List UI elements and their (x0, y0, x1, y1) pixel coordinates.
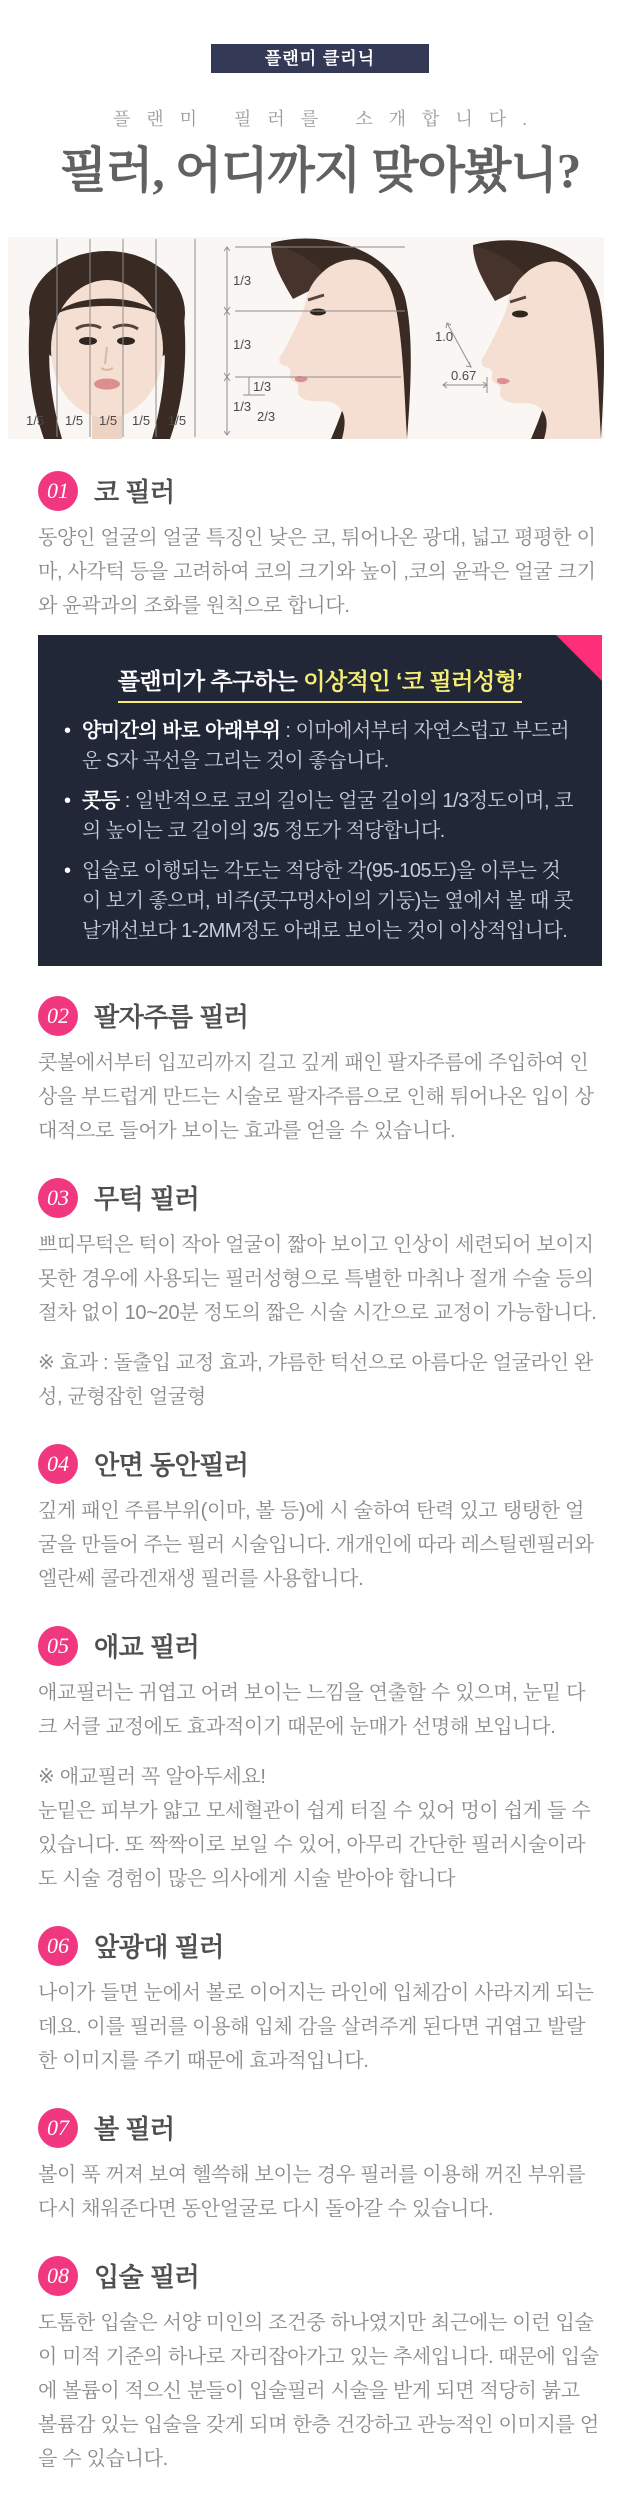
section-body: 나이가 들면 눈에서 볼로 이어지는 라인에 입체감이 사라지게 되는데요. 이를 필러를 이용해 입체 감을 살려주게 된다면 귀엽고 발랄한 이미지를 주기 때문에 효과적입니다. (38, 1981, 594, 2072)
info-box-bullet-list (62, 716, 578, 946)
section-title: 앞광대 필러 (94, 1932, 224, 1963)
section-title: 무턱 필러 (94, 1184, 200, 1215)
profile-face-thirds-diagram (205, 237, 413, 439)
info-box-title (62, 663, 578, 696)
section-body: 애교필러는 귀엽고 어려 보이는 느낌을 연출할 수 있으며, 눈밑 다크 서클 교정에도 효과적이기 때문에 눈매가 선명해 보입니다. (38, 1681, 586, 1738)
third-label: 1/3 (233, 272, 252, 288)
bullet-text: 입술로 이행되는 각도는 적당한 각(95-105도)을 이루는 것이 보기 좋으며, 비주(콧구멍사이의 기둥)는 옆에서 볼 때 콧날개선보다 1-2MM정도 아래로 보이는 것이 이상적입니다. (82, 859, 573, 942)
profile-face-photo (205, 237, 413, 439)
section-cheekbone-filler-header (38, 1926, 602, 1966)
clinic-name-badge: 플랜미 클리닉 (211, 44, 429, 73)
nose-length-label: 1.0 (435, 328, 454, 344)
section-body: 깊게 패인 주름부위(이마, 볼 등)에 시 술하여 탄력 있고 탱탱한 얼굴을 만들어 주는 필러 시술입니다. 개개인에 따라 레스틸렌필러와 엘란쎄 콜라겐재생 필러를 사용합니다. (38, 1499, 594, 1590)
section-face-rejuvenation-filler-header (38, 1444, 602, 1484)
section-body: 쁘띠무턱은 턱이 작아 얼굴이 짧아 보이고 인상이 세련되어 보이지 못한 경우에 사용되는 필러성형으로 특별한 마취나 절개 수술 등의 절차 없이 10~20분 정도의 짧은 시술 시간으로 교정이 가능합니다. (38, 1233, 597, 1324)
bullet-lead: 콧등 (82, 789, 120, 812)
fifth-label: 1/5 (99, 412, 118, 428)
two-thirds-label: 2/3 (257, 408, 276, 424)
profile-nose-photo (413, 237, 604, 439)
section-title: 팔자주름 필러 (94, 1002, 249, 1033)
section-title: 애교 필러 (94, 1632, 200, 1663)
section-cheek-filler-header (38, 2108, 602, 2148)
section-number-badge: 08 (38, 2256, 78, 2296)
section-number-badge: 04 (38, 1444, 78, 1484)
section-title: 코 필러 (94, 477, 175, 508)
section-body: 도톰한 입술은 서양 미인의 조건중 하나였지만 최근에는 이런 입술이 미적 기준의 하나로 자리잡아가고 있는 추세입니다. 때문에 입술에 볼륨이 적으신 분들이 입술필러 시술을 받게 되면 적당히 붉고 볼륨감 있는 입술을 갖게 되며 한층 건강하고 관능적인 이미지를 얻을 수 있습니다. (38, 2311, 599, 2470)
third-label: 1/3 (233, 398, 252, 414)
section-body: 볼이 푹 꺼져 보여 헬쓱해 보이는 경우 필러를 이용해 꺼진 부위를 다시 채워준다면 동안얼굴로 다시 돌아갈 수 있습니다. (38, 2163, 586, 2220)
section-chin-filler-header (38, 1178, 602, 1218)
ideal-nose-filler-box (38, 635, 602, 966)
section-title: 입술 필러 (94, 2262, 200, 2293)
section-nose-filler-header (38, 471, 602, 511)
intro-subtitle: 플랜미 필러를 소개합니다. (112, 109, 544, 129)
third-label: 1/3 (253, 378, 272, 394)
info-box-bullet (62, 786, 578, 846)
section-nasolabial-filler-header (38, 996, 602, 1036)
section-lip-filler-header (38, 2256, 602, 2296)
pink-corner-ribbon-icon (556, 635, 602, 681)
info-box-bullet (62, 856, 578, 946)
section-body: 동양인 얼굴의 얼굴 특징인 낮은 코, 튀어나온 광대, 넓고 평평한 이마, 사각턱 등을 고려하여 코의 크기와 높이 ,코의 윤곽은 얼굴 크기와 윤곽과의 조화를 원칙으로 합니다. (38, 526, 596, 617)
section-number-badge: 03 (38, 1178, 78, 1218)
section-number-badge: 06 (38, 1926, 78, 1966)
info-box-title-prefix: 플랜미가 추구하는 (117, 667, 304, 694)
bullet-lead: 양미간의 바로 아래부위 (82, 719, 281, 742)
header (0, 0, 640, 73)
section-title: 안면 동안필러 (94, 1450, 249, 1481)
info-box-bullet (62, 716, 578, 776)
fifth-label: 1/5 (65, 412, 84, 428)
section-aegyo-filler-header (38, 1626, 602, 1666)
bullet-text: : 이마에서부터 자연스럽고 부드러운 S자 곡선을 그리는 것이 좋습니다. (82, 719, 570, 772)
nose-height-label: 0.67 (451, 367, 477, 383)
section-caution-note: 눈밑은 피부가 얇고 모세혈관이 쉽게 터질 수 있어 멍이 쉽게 들 수 있습니다. 또 짝짝이로 보일 수 있어, 아무리 간단한 필러시술이라도 시술 경험이 많은 의사에게 시술 받아야 합니다 (38, 1799, 591, 1890)
fifth-label: 1/5 (168, 412, 187, 428)
profile-nose-ratio-diagram (413, 237, 604, 439)
section-number-badge: 02 (38, 996, 78, 1036)
frontal-face-photo (8, 237, 205, 439)
section-caution-note-title: ※ 애교필러 꼭 알아두세요! (38, 1765, 266, 1788)
face-proportion-images (0, 237, 640, 439)
frontal-face-fifths-diagram (8, 237, 205, 439)
bullet-text: : 일반적으로 코의 길이는 얼굴 길이의 1/3정도이며, 코의 높이는 코 길이의 3/5 정도가 적당합니다. (82, 789, 573, 842)
third-label: 1/3 (233, 336, 252, 352)
section-effect-note: ※ 효과 : 돌출입 교정 효과, 갸름한 턱선으로 아름다운 얼굴라인 완성, 균형잡힌 얼굴형 (38, 1351, 594, 1408)
section-body: 콧볼에서부터 입꼬리까지 길고 깊게 패인 팔자주름에 주입하여 인상을 부드럽게 만드는 시술로 팔자주름으로 인해 튀어나온 입이 상대적으로 들어가 보이는 효과를 얻을 수 있습니다. (38, 1051, 594, 1142)
section-number-badge: 07 (38, 2108, 78, 2148)
fifth-label: 1/5 (26, 412, 45, 428)
fifth-label: 1/5 (132, 412, 151, 428)
info-box-title-highlight: 이상적인 ‘코 필러성형’ (303, 667, 523, 694)
section-number-badge: 01 (38, 471, 78, 511)
page-title: 필러, 어디까지 맞아봤니? (59, 143, 581, 198)
section-title: 볼 필러 (94, 2114, 175, 2145)
section-number-badge: 05 (38, 1626, 78, 1666)
